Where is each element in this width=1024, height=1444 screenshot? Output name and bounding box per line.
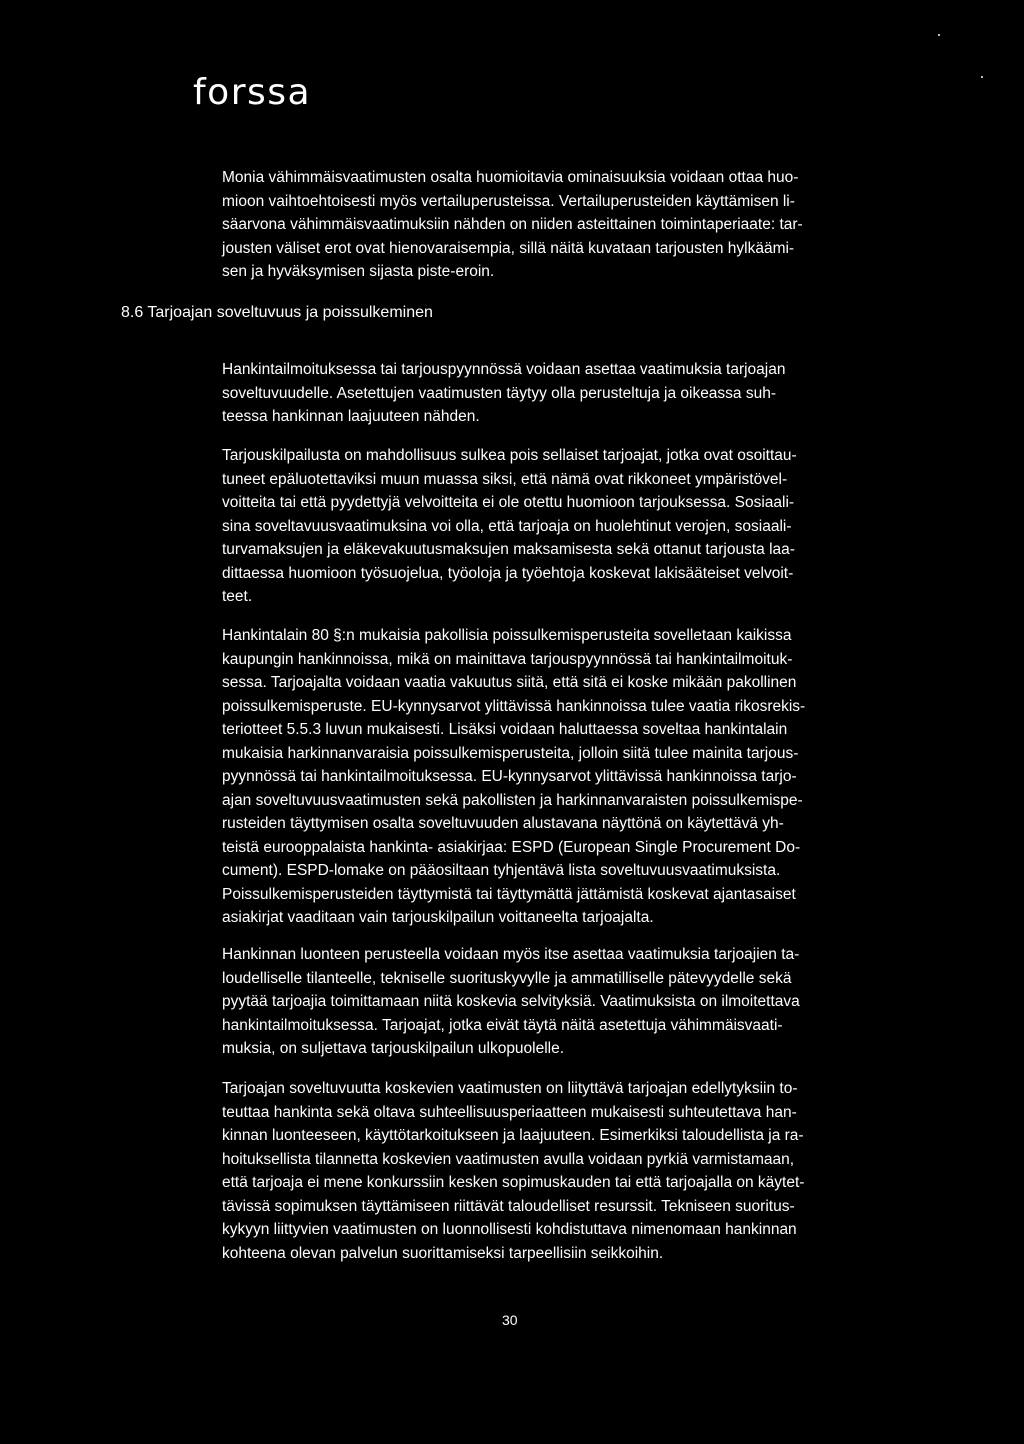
text-line: kykyyn liittyvien vaatimusten on luonnollisesti kohdistuttava nimenomaan hankinnan: [222, 1221, 797, 1238]
text-line: ajan soveltuvuusvaatimusten sekä pakollisten ja harkinnanvaraisten poissulkemispe-: [222, 791, 803, 809]
text-line: mioon vaihtoehtoisesti myös vertailuperusteissa. Vertailuperusteiden käyttämisen li-: [222, 192, 795, 210]
text-line: että tarjoaja ei mene konkurssiin kesken sopimuskauden tai että tarjoajalla on käytet-: [222, 1174, 805, 1191]
text-line: sina soveltavuusvaatimuksina voi olla, että tarjoaja on huolehtinut verojen, sosiaali-: [222, 517, 792, 535]
text-line: Tarjouskilpailusta on mahdollisuus sulkea pois sellaiset tarjoajat, jotka ovat osoittau-: [222, 447, 797, 464]
text-line: teet.: [222, 588, 253, 605]
text-line: Hankintailmoituksessa tai tarjouspyynnössä voidaan asettaa vaatimuksia tarjoajan: [222, 361, 786, 378]
body-paragraph: [222, 943, 890, 1061]
text-line: rusteiden täyttymisen osalta soveltuvuuden alustavana näyttönä on käytettävä yh-: [222, 815, 784, 832]
scan-speck: [981, 76, 983, 78]
text-line: loudelliselle tilanteelle, tekniselle suorituskyvylle ja ammatilliselle pätevyydelle sekä: [222, 969, 792, 987]
text-line: kohteena olevan palvelun suorittamiseksi tarpeellisiin seikkoihin.: [222, 1244, 664, 1262]
text-line: teistä eurooppalaista hankinta- asiakirjaa: ESPD (European Single Procurement Do-: [222, 838, 801, 856]
text-line: Tarjoajan soveltuvuutta koskevien vaatimusten on liityttävä tarjoajan edellytyksiin to-: [222, 1080, 798, 1097]
body-paragraph: [222, 1077, 890, 1265]
body-paragraph: [222, 358, 890, 429]
text-line: voitteita tai että pyydettyjä velvoitteita ei ole otettu huomioon tarjouksessa. Sosiaali-: [222, 494, 795, 511]
page-number: 30: [502, 1312, 518, 1328]
text-line: hoituksellista tilannetta koskevien vaatimusten avulla voidaan pyrkiä varmistamaan,: [222, 1150, 795, 1168]
intro-paragraph: [222, 166, 890, 284]
text-line: Monia vähimmäisvaatimusten osalta huomioitavia ominaisuuksia voidaan ottaa huo-: [222, 169, 799, 186]
text-line: teessa hankinnan laajuuteen nähden.: [222, 408, 480, 425]
text-line: Hankinnan luonteen perusteella voidaan myös itse asettaa vaatimuksia tarjoajien ta-: [222, 946, 800, 963]
text-line: Hankintalain 80 §:n mukaisia pakollisia poissulkemisperusteita sovelletaan kaikissa: [222, 627, 792, 644]
text-line: sen ja hyväksymisen sijasta piste-eroin.: [222, 263, 495, 280]
text-line: poissulkemisperuste. EU-kynnysarvot ylittävissä hankinnoissa tulee vaatia rikosrekis-: [222, 697, 806, 715]
text-line: jousten väliset erot ovat hienovaraisempia, sillä näitä kuvataan tarjousten hylkäämi-: [222, 239, 795, 257]
text-line: asiakirjat vaaditaan vain tarjouskilpailun voittaneelta tarjoajalta.: [222, 909, 654, 926]
text-line: hankintailmoituksessa. Tarjoajat, jotka eivät täytä näitä asetettuja vähimmäisvaati-: [222, 1016, 783, 1034]
scan-speck: [938, 34, 940, 36]
text-line: dittaessa huomioon työsuojelua, työoloja ja työehtoja koskevat lakisääteiset velvoit-: [222, 564, 794, 582]
forssa-logo: forssa: [193, 72, 312, 113]
text-line: kaupungin hankinnoissa, mikä on mainittava tarjouspyynnössä tai hankintailmoituk-: [222, 650, 793, 668]
text-line: turvamaksujen ja eläkevakuutusmaksujen maksamisesta sekä ottanut tarjousta laa-: [222, 541, 795, 558]
body-paragraph: [222, 444, 890, 609]
text-line: teuttaa hankinta sekä oltava suhteellisuusperiaatteen mukaisesti suhteutettava han-: [222, 1103, 797, 1121]
body-paragraph: [222, 624, 890, 930]
section-heading: 8.6 Tarjoajan soveltuvuus ja poissulkeminen: [121, 304, 433, 321]
text-line: pyynnössä tai hankintailmoituksessa. EU-kynnysarvot ylittävissä hankinnoissa tarjo-: [222, 768, 797, 785]
text-line: cument). ESPD-lomake on pääosiltaan tyhjentävä lista soveltuvuusvaatimuksista.: [222, 862, 781, 879]
text-line: teriotteet 5.5.3 luvun mukaisesti. Lisäksi voidaan haluttaessa soveltaa hankintalain: [222, 721, 788, 738]
text-line: Poissulkemisperusteiden täyttymistä tai täyttymättä jättämistä koskevat ajantasaiset: [222, 885, 796, 903]
text-line: soveltuvuudelle. Asetettujen vaatimusten täytyy olla perusteltuja ja oikeassa suh-: [222, 384, 777, 402]
text-line: tävissä sopimuksen täyttämiseen riittävät taloudelliset resurssit. Tekniseen suoritus-: [222, 1197, 795, 1215]
text-line: pyytää tarjoajia toimittamaan niitä koskevia selvityksiä. Vaatimuksista on ilmoitettava: [222, 993, 800, 1010]
text-line: sessa. Tarjoajalta voidaan vaatia vakuutus siitä, että sitä ei koske mikään pakollinen: [222, 674, 797, 691]
text-line: muksia, on suljettava tarjouskilpailun ulkopuolelle.: [222, 1040, 565, 1057]
text-line: säarvona vähimmäisvaatimuksiin nähden on niiden asteittainen toimintaperiaate: tar-: [222, 216, 803, 233]
text-line: mukaisia harkinnanvaraisia poissulkemisperusteita, jolloin siitä tulee mainita tarjous-: [222, 744, 799, 762]
text-line: tuneet epäluotettaviksi muun muassa siksi, että nämä ovat rikkoneet ympäristövel-: [222, 470, 788, 488]
text-line: kinnan luonteeseen, käyttötarkoitukseen ja laajuuteen. Esimerkiksi taloudellista ja ra-: [222, 1127, 804, 1144]
